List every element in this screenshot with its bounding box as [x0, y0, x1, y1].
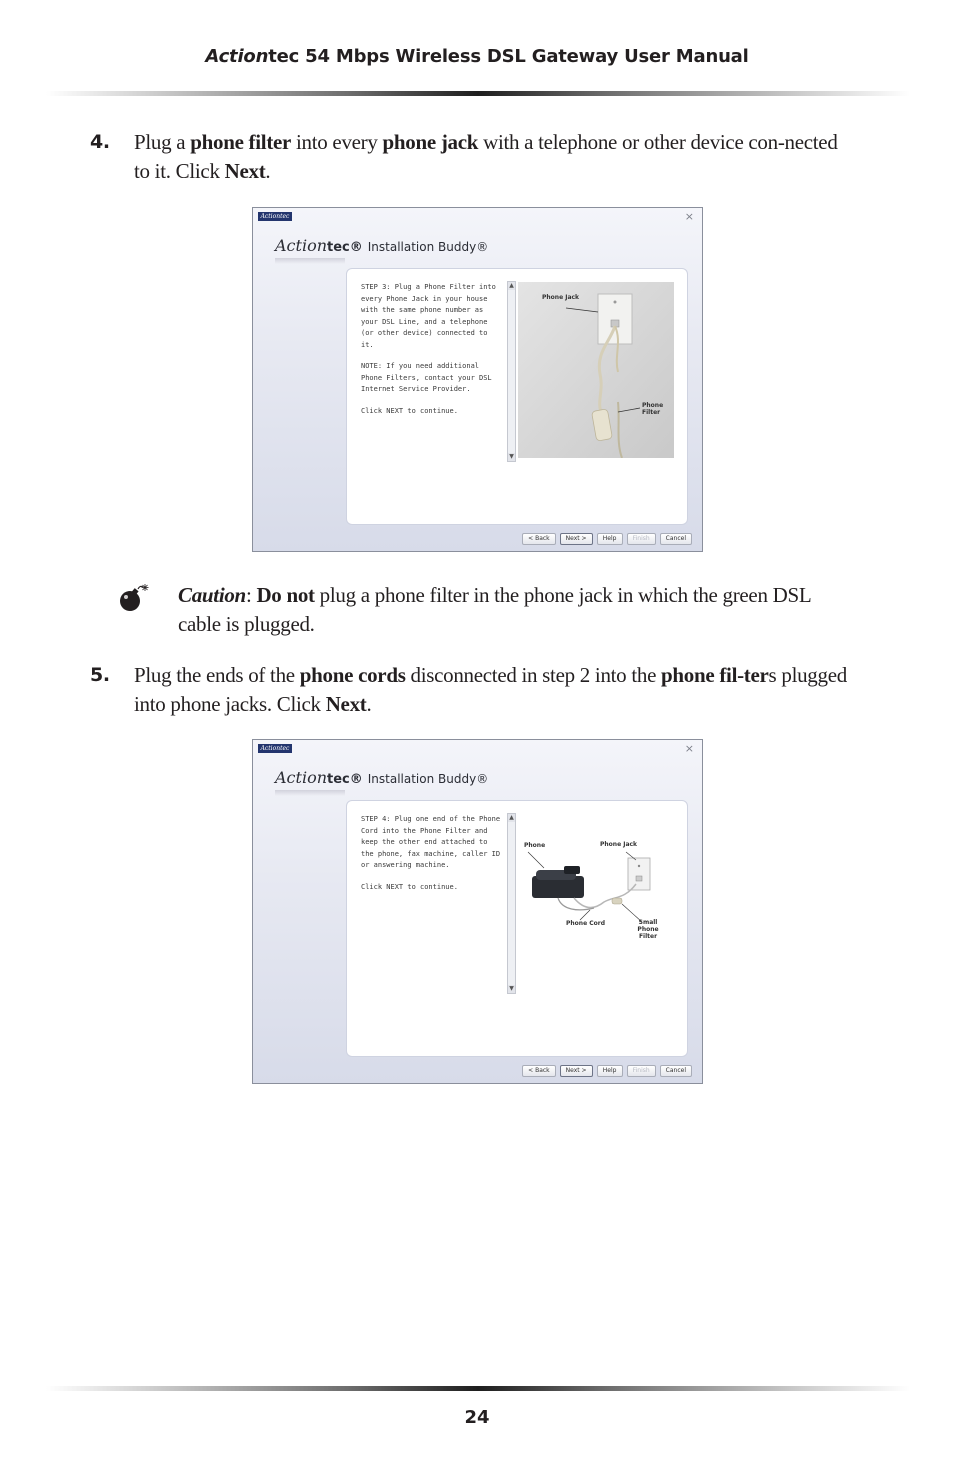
step-4-bold-next: Next	[224, 159, 266, 183]
page-header	[0, 46, 954, 67]
callout-phone-cord: Phone Cord	[566, 920, 605, 927]
content-panel	[346, 268, 688, 525]
instruction-paragraph: STEP 3: Plug a Phone Filter into every Phone Jack in your house with the same phone number as your DSL Line, and a telephone (or other device) connected to it.	[361, 283, 496, 349]
page-number: 24	[464, 1407, 490, 1428]
next-button[interactable]: Next >	[560, 1065, 593, 1077]
scroll-up-icon[interactable]: ▲	[509, 282, 514, 289]
brand-installation-buddy: Installation Buddy®	[367, 772, 489, 786]
content-panel	[346, 800, 688, 1057]
step-5-bold-phone-cords: phone cords	[299, 663, 406, 687]
step-5-text-part: s plugged into phone jacks. Click	[134, 663, 847, 716]
scroll-down-icon[interactable]: ▼	[509, 453, 514, 460]
titlebar-logo: Actiontec	[258, 744, 292, 753]
brand-action: Action	[275, 236, 327, 255]
step-4-text	[134, 128, 850, 186]
step-4-bold-phone-jack: phone jack	[382, 130, 479, 154]
step-4-text-part: .	[265, 159, 271, 183]
brand-installation-buddy: Installation Buddy®	[367, 240, 489, 254]
installation-buddy-step4-screenshot	[252, 739, 703, 1084]
step-5-bold-next: Next	[325, 692, 367, 716]
step-4	[90, 128, 850, 186]
header-title-rest: tec 54 Mbps Wireless DSL Gateway User Manual	[268, 46, 749, 67]
instruction-note: NOTE: If you need additional Phone Filters, contact your DSL Internet Service Provider.	[361, 362, 492, 393]
step-4-text-part: with a telephone or other device con-nected to it. Click	[134, 130, 838, 183]
brand-action: Action	[275, 768, 327, 787]
caution-rest: plug a phone filter in the phone jack in which the green DSL cable is plugged.	[178, 583, 811, 636]
step-5-text	[134, 661, 850, 719]
back-button[interactable]: < Back	[522, 1065, 556, 1077]
text-scrollbar[interactable]	[507, 813, 516, 994]
callout-phone-jack: Phone Jack	[542, 294, 580, 301]
close-icon[interactable]: ×	[684, 742, 694, 755]
callout-phone: Phone	[524, 842, 546, 849]
step-4-bold-phone-filter: phone filter	[190, 130, 292, 154]
step-4-text-part: Plug a	[134, 130, 191, 154]
titlebar-logo: Actiontec	[258, 212, 292, 221]
phone-connection-diagram	[518, 814, 674, 990]
dialog-buttons	[522, 1065, 692, 1077]
scroll-up-icon[interactable]: ▲	[509, 814, 514, 821]
brand-logo	[275, 236, 488, 258]
footer-rule	[46, 1386, 910, 1391]
help-button[interactable]: Help	[597, 1065, 623, 1077]
dialog-buttons	[522, 533, 692, 545]
text-scrollbar[interactable]	[507, 281, 516, 462]
caution-colon: :	[245, 583, 257, 607]
bomb-icon	[118, 583, 152, 613]
step-5-text-part: Plug the ends of the	[134, 663, 300, 687]
header-title-italic: Action	[205, 46, 269, 67]
back-button[interactable]: < Back	[522, 533, 556, 545]
close-icon[interactable]: ×	[684, 210, 694, 223]
brand-logo	[275, 768, 488, 790]
caution-text	[178, 581, 818, 639]
callout-phone-jack: Phone Jack	[600, 841, 638, 848]
caution-bold-do-not: Do not	[256, 583, 315, 607]
caution-label: Caution	[178, 583, 246, 607]
step-5-bold-phone-filter: phone fil-ter	[661, 663, 769, 687]
cancel-button[interactable]: Cancel	[660, 533, 692, 545]
instruction-continue: Click NEXT to continue.	[361, 882, 458, 891]
step-5	[90, 661, 850, 719]
step-4-number: 4.	[90, 131, 110, 153]
header-rule	[46, 91, 910, 96]
finish-button[interactable]: Finish	[627, 1065, 656, 1077]
step-5-text-part: disconnected in step 2 into the	[405, 663, 662, 687]
brand-reflection	[275, 258, 345, 264]
finish-button[interactable]: Finish	[627, 533, 656, 545]
step-5-number: 5.	[90, 664, 110, 686]
brand-tec: tec®	[327, 772, 363, 787]
caution-note	[118, 581, 818, 639]
callout-small-phone-filter: Small Phone Filter	[637, 919, 659, 940]
cancel-button[interactable]: Cancel	[660, 1065, 692, 1077]
instruction-text	[361, 814, 504, 903]
instruction-paragraph: STEP 4: Plug one end of the Phone Cord into the Phone Filter and keep the other end attached to the phone, fax machine, caller ID or answering machine.	[361, 815, 501, 869]
scroll-down-icon[interactable]: ▼	[509, 985, 514, 992]
callout-phone-filter: Phone Filter	[642, 402, 664, 416]
phone-connection-illustration	[518, 814, 674, 990]
next-button[interactable]: Next >	[560, 533, 593, 545]
step-4-text-part: into every	[291, 130, 383, 154]
step-5-text-part: .	[366, 692, 372, 716]
brand-tec: tec®	[327, 240, 363, 255]
phone-jack-illustration	[518, 282, 674, 458]
instruction-continue: Click NEXT to continue.	[361, 406, 458, 415]
brand-reflection	[275, 790, 345, 796]
phone-jack-photo	[518, 282, 674, 458]
help-button[interactable]: Help	[597, 533, 623, 545]
installation-buddy-step3-screenshot	[252, 207, 703, 552]
instruction-text	[361, 282, 504, 427]
